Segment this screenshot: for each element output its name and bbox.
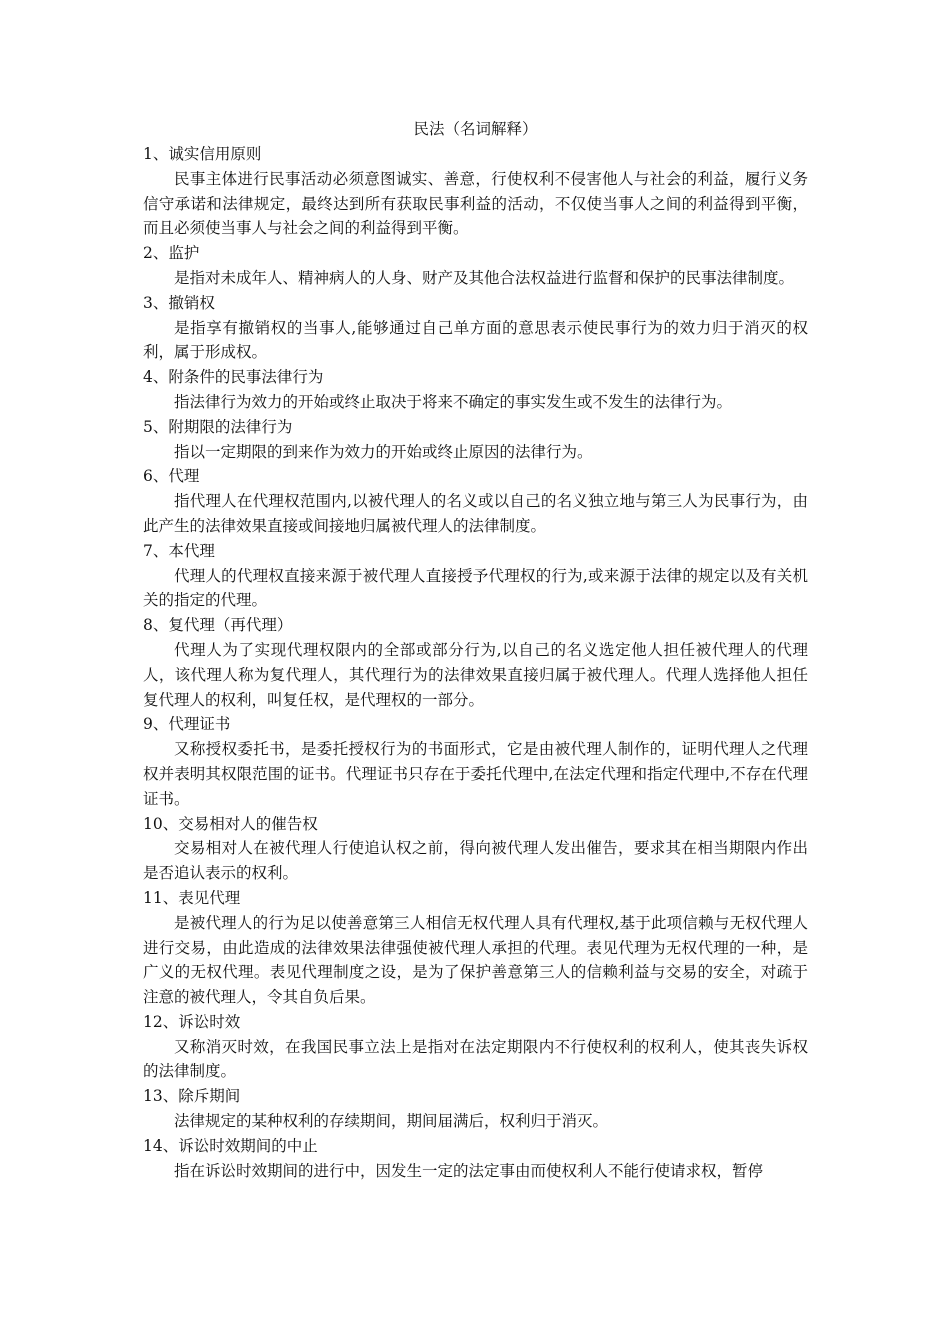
- entry-heading: 8、复代理（再代理）: [143, 616, 293, 635]
- entry-body: 代理人的代理权直接来源于被代理人直接授予代理权的行为,或来源于法律的规定以及有关机关的指定的代理。: [143, 566, 808, 610]
- entry-heading: 11、表见代理: [143, 888, 241, 907]
- entry-9: [143, 712, 808, 811]
- entry-11: [143, 886, 808, 1010]
- entry-heading: 6、代理: [143, 467, 200, 486]
- entry-2: [143, 241, 808, 291]
- entry-body: 指以一定期限的到来作为效力的开始或终止原因的法律行为。: [174, 442, 593, 461]
- entry-body: 代理人为了实现代理权限内的全部或部分行为,以自己的名义选定他人担任被代理人的代理人，该代理人称为复代理人，其代理行为的法律效果直接归属于被代理人。代理人选择他人担任复代理人的权利，叫复任权，是代理权的一部分。: [143, 640, 808, 709]
- entry-body: 又称授权委托书，是委托授权行为的书面形式，它是由被代理人制作的，证明代理人之代理权并表明其权限范围的证书。代理证书只存在于委托代理中,在法定代理和指定代理中,不存在代理证书。: [143, 740, 808, 808]
- entry-body: 指代理人在代理权范围内,以被代理人的名义或以自己的名义独立地与第三人为民事行为，由此产生的法律效果直接或间接地归属被代理人的法律制度。: [143, 492, 808, 535]
- entry-heading: 1、诚实信用原则: [143, 145, 262, 163]
- entry-heading: 5、附期限的法律行为: [143, 417, 293, 436]
- entry-1: [143, 142, 808, 241]
- entry-5: [143, 415, 808, 465]
- entry-12: [143, 1010, 808, 1084]
- entry-body: 是指对未成年人、精神病人的人身、财产及其他合法权益进行监督和保护的民事法律制度。: [174, 268, 795, 287]
- document-page: [143, 116, 808, 1183]
- entry-8: [143, 613, 808, 712]
- page-title: 民法（名词解释）: [413, 120, 538, 138]
- entry-heading: 4、附条件的民事法律行为: [143, 368, 324, 387]
- entry-heading: 2、监护: [143, 244, 200, 263]
- entry-14: [143, 1134, 808, 1184]
- entry-4: [143, 365, 808, 415]
- entry-13: [143, 1084, 808, 1134]
- entry-6: [143, 464, 808, 538]
- entry-heading: 10、交易相对人的催告权: [143, 814, 318, 833]
- entry-body: 交易相对人在被代理人行使追认权之前，得向被代理人发出催告，要求其在相当期限内作出是否追认表示的权利。: [143, 839, 808, 883]
- entry-body: 又称消灭时效，在我国民事立法上是指对在法定期限内不行使权利的权利人，使其丧失诉权的法律制度。: [143, 1037, 808, 1081]
- entry-body: 指在诉讼时效期间的进行中，因发生一定的法定事由而使权利人不能行使请求权，暂停: [174, 1161, 764, 1180]
- entry-3: [143, 291, 808, 365]
- entry-heading: 13、除斥期间: [143, 1087, 241, 1106]
- entry-heading: 3、撤销权: [143, 293, 215, 312]
- entry-body: 是指享有撤销权的当事人,能够通过自己单方面的意思表示使民事行为的效力归于消灭的权利，属于形成权。: [143, 318, 808, 362]
- entry-body: 民事主体进行民事活动必须意图诚实、善意，行使权利不侵害他人与社会的利益，履行义务信守承诺和法律规定，最终达到所有获取民事利益的活动，不仅使当事人之间的利益得到平衡，而且必须使当事人与社会之间的利益得到平衡。: [143, 169, 808, 238]
- entry-7: [143, 539, 808, 613]
- entry-heading: 12、诉讼时效: [143, 1012, 241, 1031]
- entry-heading: 7、本代理: [143, 541, 215, 560]
- entry-heading: 9、代理证书: [143, 715, 231, 734]
- entry-10: [143, 812, 808, 886]
- entry-body: 法律规定的某种权利的存续期间，期间届满后，权利归于消灭。: [174, 1112, 609, 1131]
- entry-body: 是被代理人的行为足以使善意第三人相信无权代理人具有代理权,基于此项信赖与无权代理人进行交易，由此造成的法律效果法律强使被代理人承担的代理。表见代理为无权代理的一种，是广义的无权代理。表见代理制度之设，是为了保护善意第三人的信赖利益与交易的安全，对疏于注意的被代理人，令其自负后果。: [143, 913, 808, 1007]
- entry-heading: 14、诉讼时效期间的中止: [143, 1136, 318, 1155]
- entry-body: 指法律行为效力的开始或终止取决于将来不确定的事实发生或不发生的法律行为。: [174, 392, 733, 411]
